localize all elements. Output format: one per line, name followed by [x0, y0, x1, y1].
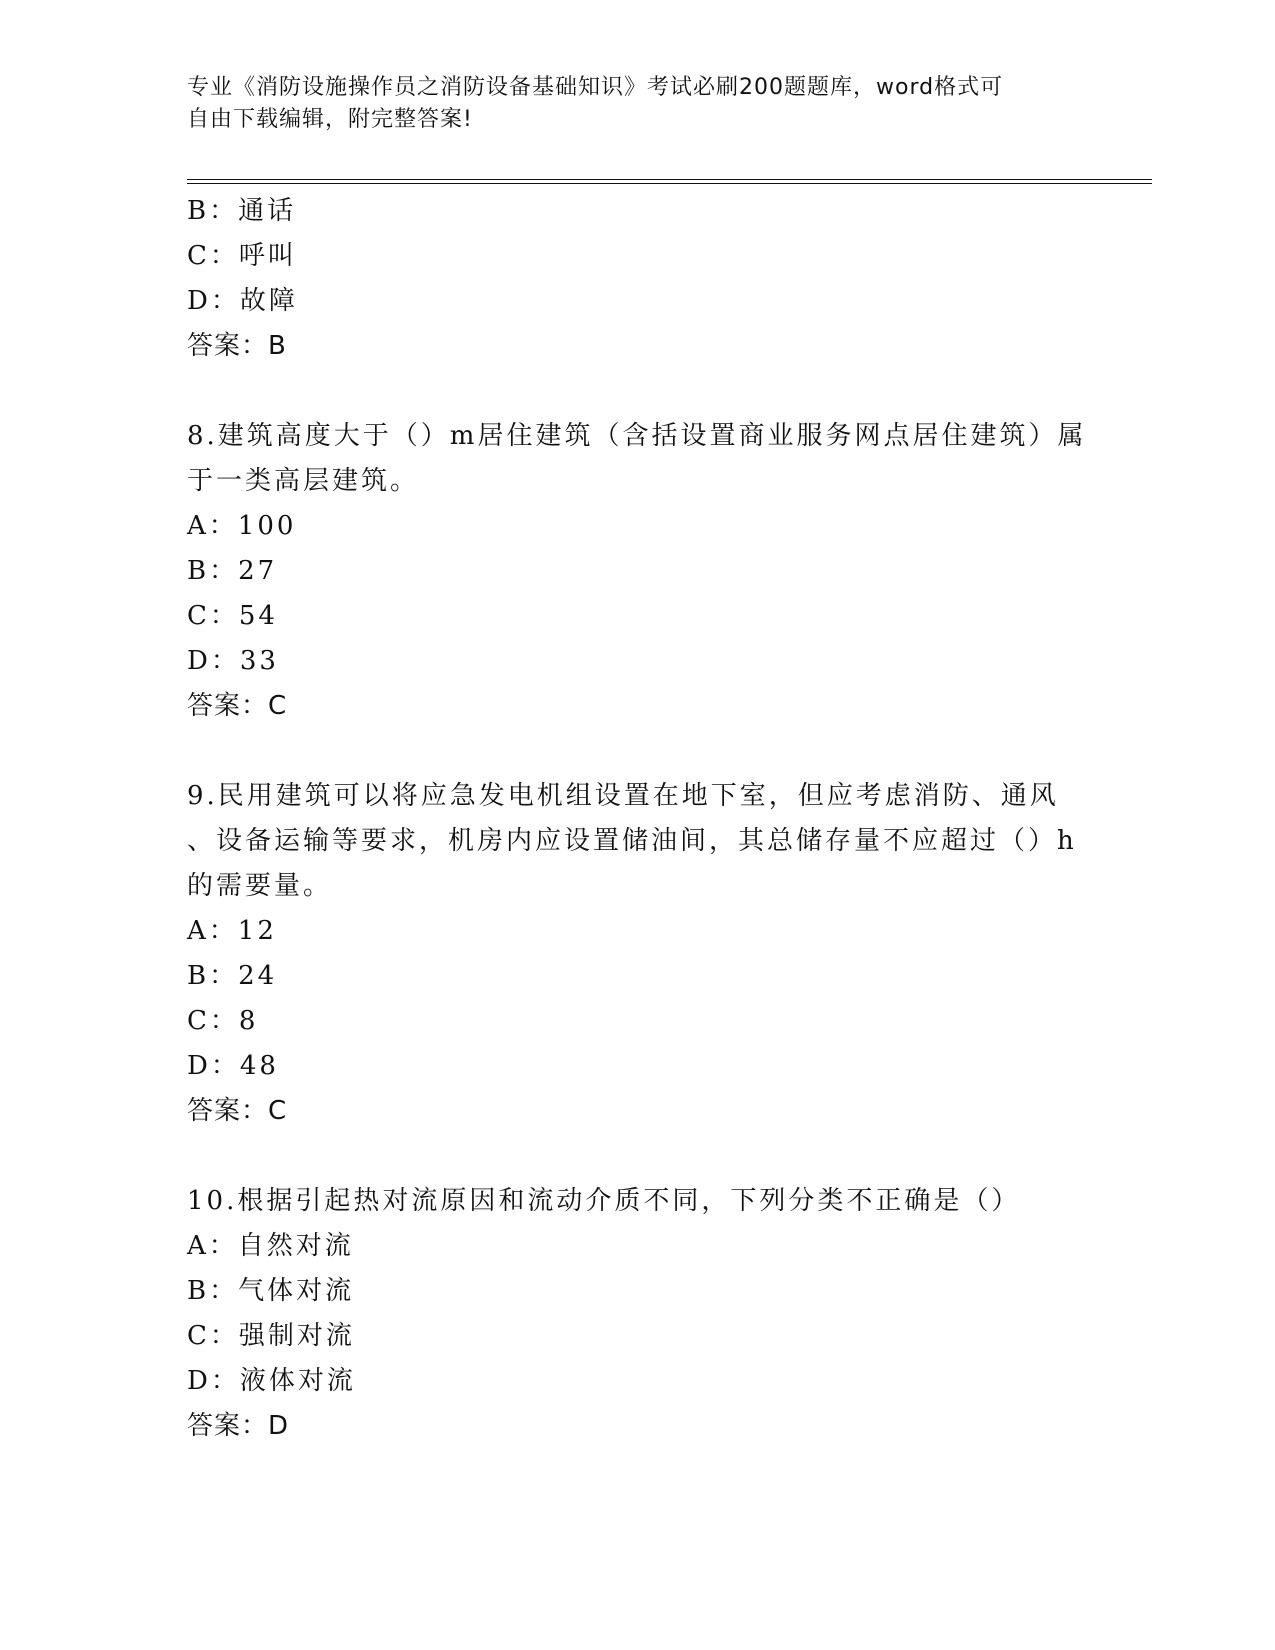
q10-option-a: A：自然对流 [187, 1231, 354, 1261]
q7-option-d: D：故障 [187, 286, 298, 316]
q7-option-c: C：呼叫 [187, 241, 297, 271]
q8-stem-line-1: 8.建筑高度大于（）m居住建筑（含括设置商业服务网点居住建筑）属 [187, 421, 1087, 451]
q8-option-c: C：54 [187, 601, 278, 631]
q9-stem-line-3: 的需要量。 [187, 871, 333, 901]
q10-option-c: C：强制对流 [187, 1321, 355, 1351]
q9-option-c: C：8 [187, 1006, 259, 1036]
q10-option-d: D：液体对流 [187, 1366, 356, 1396]
q8-option-a: A：100 [187, 511, 297, 541]
q10-answer: 答案：D [187, 1411, 290, 1441]
q9-stem-line-2: 、设备运输等要求，机房内应设置储油间，其总储存量不应超过（）h [187, 826, 1077, 856]
q8-option-d: D：33 [187, 646, 279, 676]
q10-option-b: B：气体对流 [187, 1276, 355, 1306]
q9-answer: 答案：C [187, 1096, 288, 1126]
document-header [187, 72, 1087, 136]
q8-stem-line-2: 于一类高层建筑。 [187, 466, 420, 496]
q9-stem-line-1: 9.民用建筑可以将应急发电机组设置在地下室，但应考虑消防、通风 [187, 781, 1059, 811]
q9-option-b: B：24 [187, 961, 278, 991]
header-rule-bottom [187, 183, 1152, 184]
q9-option-a: A：12 [187, 916, 277, 946]
header-line-1: 专业《消防设施操作员之消防设备基础知识》考试必刷200题题库，word格式可 [187, 75, 1004, 100]
q9-option-d: D：48 [187, 1051, 279, 1081]
q7-answer: 答案：B [187, 331, 287, 361]
header-rule-top [187, 179, 1152, 180]
q10-stem-line-1: 10.根据引起热对流原因和流动介质不同，下列分类不正确是（） [187, 1186, 1021, 1216]
q8-answer: 答案：C [187, 691, 288, 721]
header-line-2: 自由下载编辑，附完整答案! [187, 107, 473, 132]
q8-option-b: B：27 [187, 556, 278, 586]
q7-option-b: B：通话 [187, 196, 297, 226]
